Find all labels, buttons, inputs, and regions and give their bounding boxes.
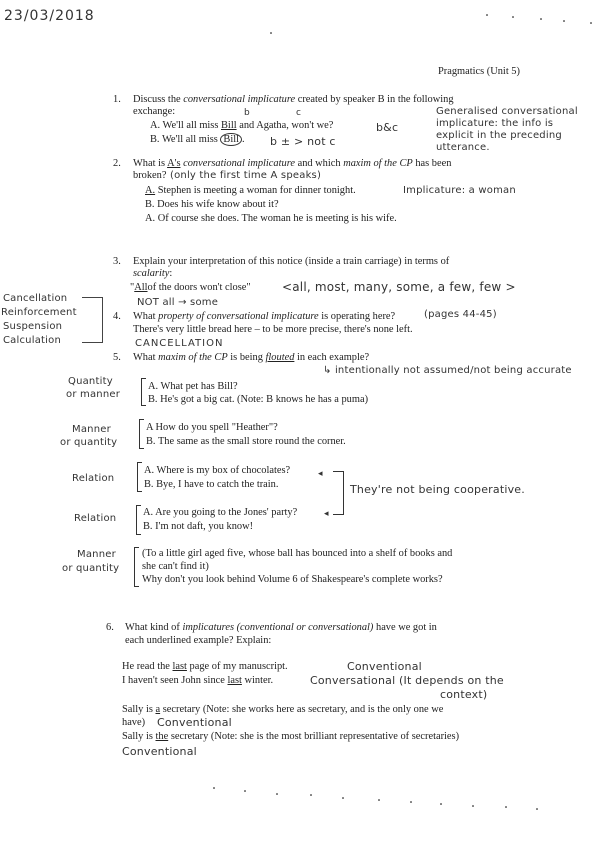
q5-ex2-b: B. The same as the small store round the corner. (146, 436, 346, 447)
q1-hw-line: b ± > not c (270, 135, 336, 148)
q5-ex4-brace (136, 505, 141, 535)
q4-number: 4. (113, 311, 121, 322)
q4-stem-em: property of conversational implicature (158, 311, 319, 322)
q1-line-b (150, 134, 245, 146)
q2-stem-f: broken? (133, 170, 167, 181)
q5-ex4-a: A. Are you going to the Jones' party? (143, 507, 298, 518)
q1-stem (133, 94, 454, 106)
q2-stem-e: has been (415, 158, 452, 169)
speck (486, 14, 488, 16)
q6-s4-pre: Sally is (122, 731, 153, 742)
q6-s2-underlined: last (227, 675, 242, 686)
q2-a1-letter: A. (145, 185, 156, 196)
speck (590, 22, 592, 24)
q1-hw-b: b (244, 108, 250, 118)
q5-ex5-line-2: she can't find it) (142, 561, 209, 572)
q6-s3-line-2: have) (122, 717, 146, 728)
q4-hw-pages: (pages 44-45) (424, 309, 497, 320)
margin-cancellation: Cancellation (3, 293, 68, 304)
q1-side-note-1: Generalised conversational (436, 106, 578, 117)
q5-ex4-b: B. I'm not daft, you know! (143, 521, 254, 532)
q5-ex1-label-2: or manner (66, 389, 121, 400)
q5-ex5-label-2: or quantity (62, 563, 120, 574)
q1-stem-a: Discuss the (133, 94, 181, 105)
q3-hw-notall: NOT all → some (137, 297, 219, 308)
speck (505, 806, 507, 808)
q6-sentence-4 (122, 731, 459, 743)
q4-stem-b: is operating here? (321, 311, 396, 322)
q2-stem-a: What is (133, 158, 166, 169)
q5-ex2-label-2: or quantity (60, 437, 118, 448)
q5-hw-definition: ↳ intentionally not assumed/not being accurate (323, 365, 572, 376)
q6-s3-post: secretary (Note: she works here as secretary, and is the only one we (162, 704, 444, 715)
q5-stem-flout: flouted (265, 352, 295, 363)
margin-arrow-bracket (82, 297, 103, 343)
q3-notice-all: All (134, 282, 148, 293)
margin-calculation: Calculation (3, 335, 61, 346)
q2-number: 2. (113, 158, 121, 169)
q6-s3-underlined: a (155, 704, 161, 715)
q1-a-post: and Agatha, won't we? (239, 120, 334, 131)
q6-s3-pre: Sally is (122, 704, 153, 715)
q1-stem-b: created by speaker B in the following (297, 94, 454, 105)
q5-coop-arrow-top-icon: ◂ (318, 468, 323, 478)
q2-a1-text: Stephen is meeting a woman for dinner tonight. (157, 185, 356, 196)
q6-s1-post: page of my manuscript. (189, 661, 288, 672)
q6-stem-a: What kind of (125, 622, 180, 633)
q1-b-pre: B. We'll all miss (150, 134, 218, 145)
q3-scalarity: scalarity (133, 268, 170, 279)
q5-ex5-brace (134, 547, 139, 587)
q5-ex3-brace (137, 462, 142, 492)
margin-suspension: Suspension (3, 321, 63, 332)
q3-hw-scale: <all, most, many, some, a few, few > (282, 280, 516, 294)
q5-ex1-b: B. He's got a big cat. (Note: B knows he has a puma) (148, 394, 369, 405)
q6-sentence-3 (122, 704, 443, 716)
q6-s1-answer: Conventional (347, 660, 422, 673)
q5-ex2-a: A How do you spell "Heather"? (146, 422, 278, 433)
q1-a-bill: Bill (221, 120, 237, 131)
q5-coop-bracket (333, 471, 344, 515)
q6-sentence-2 (122, 675, 273, 687)
q5-ex5-line-3: Why don't you look behind Volume 6 of Shakespeare's complete works? (142, 574, 443, 585)
q5-coop-arrow-bottom-icon: ◂ (324, 508, 329, 518)
q5-ex2-label-1: Manner (72, 424, 111, 435)
q5-stem (133, 352, 369, 364)
q1-side-note-4: utterance. (436, 142, 490, 153)
margin-reinforcement: Reinforcement (1, 307, 77, 318)
q6-s3-answer: Conventional (157, 716, 232, 729)
q3-stem-em: scalarity: (133, 268, 173, 279)
q4-stem-a: What (133, 311, 156, 322)
q2-line-b: B. Does his wife know about it? (145, 199, 279, 210)
speck (512, 16, 514, 18)
speck (540, 18, 542, 20)
q5-stem-em: maxim of the CP (158, 352, 228, 363)
speck (378, 799, 380, 801)
q2-hw-note: (only the first time A speaks) (170, 170, 322, 181)
speck (244, 790, 246, 792)
q5-ex2-brace (139, 419, 144, 449)
speck (270, 32, 272, 34)
q1-line-a (150, 120, 333, 132)
q6-stem-b: have we got in (376, 622, 437, 633)
q4-stem (133, 311, 395, 323)
q2-stem-c: and which (297, 158, 341, 169)
q1-b-post: . (242, 134, 245, 145)
q5-ex4-label: Relation (74, 513, 117, 524)
q2-stem-aa: A's (167, 158, 181, 169)
q6-stem-c: each underlined example? Explain: (125, 635, 272, 646)
q5-ex3-a: A. Where is my box of chocolates? (144, 465, 291, 476)
q5-ex1-a: A. What pet has Bill? (148, 381, 238, 392)
q1-a-pre: A. We'll all miss (150, 120, 219, 131)
q6-stem-em: implicatures (conventional or conversational) (182, 622, 374, 633)
q5-ex5-label-1: Manner (77, 549, 116, 560)
q5-stem-c: in each example? (297, 352, 370, 363)
q5-ex1-label-1: Quantity (68, 376, 113, 387)
speck (276, 793, 278, 795)
speck (342, 797, 344, 799)
q6-sentence-1 (122, 661, 288, 673)
page-header: Pragmatics (Unit 5) (438, 66, 520, 77)
q5-hw-cooperative: They're not being cooperative. (350, 483, 525, 496)
speck (536, 808, 538, 810)
q6-s4-underlined: the (155, 731, 169, 742)
q6-s4-post: secretary (Note: she is the most brilliant representative of secretaries) (170, 731, 460, 742)
q2-line-a2: A. Of course she does. The woman he is meeting is his wife. (145, 213, 397, 224)
speck (440, 803, 442, 805)
speck (472, 805, 474, 807)
q6-stem (125, 622, 437, 634)
handwritten-date: 23/03/2018 (4, 8, 95, 24)
q5-ex5-line-1: (To a little girl aged five, whose ball has bounced into a shelf of books and (142, 548, 453, 559)
q3-notice-post: of the doors won't close" (147, 282, 251, 293)
q5-ex1-brace (141, 378, 146, 406)
q5-ex3-b: B. Bye, I have to catch the train. (144, 479, 279, 490)
q5-stem-a: What (133, 352, 156, 363)
q3-notice-pre: " (130, 282, 135, 293)
q1-hw-bc: b&c (376, 121, 399, 134)
q1-b-bill-circled: Bill (220, 133, 242, 146)
q2-hw-implicature: Implicature: a woman (403, 185, 516, 196)
q4-line: There's very little bread here – to be more precise, there's none left. (133, 324, 413, 335)
q3-number: 3. (113, 256, 121, 267)
q6-s2-post: winter. (244, 675, 274, 686)
q1-side-note-2: implicature: the info is (436, 118, 554, 129)
speck (410, 801, 412, 803)
q1-side-note-3: explicit in the preceding (436, 130, 562, 141)
q2-line-a1 (145, 185, 356, 197)
speck (563, 20, 565, 22)
q1-stem-em: conversational implicature (183, 94, 296, 105)
q3-stem: Explain your interpretation of this notice (inside a train carriage) in terms of (133, 256, 450, 267)
q6-s4-answer: Conventional (122, 745, 197, 758)
q4-hw-answer: CANCELLATION (135, 338, 224, 349)
q6-s1-pre: He read the (122, 661, 170, 672)
q6-s2-answer-2: context) (440, 688, 488, 701)
q5-stem-b: is being (230, 352, 263, 363)
q1-number: 1. (113, 94, 121, 105)
q6-s2-pre: I haven't seen John since (122, 675, 225, 686)
q5-ex3-label: Relation (72, 473, 115, 484)
q2-stem-b: conversational implicature (183, 158, 295, 169)
q1-stem-c: exchange: (133, 106, 176, 117)
q6-s1-underlined: last (172, 661, 187, 672)
speck (213, 787, 215, 789)
q1-hw-c: c (296, 108, 302, 118)
q6-number: 6. (106, 622, 114, 633)
q2-stem (133, 158, 451, 170)
q3-notice (130, 282, 251, 294)
speck (310, 794, 312, 796)
q5-number: 5. (113, 352, 121, 363)
q2-stem-d: maxim of the CP (343, 158, 413, 169)
q6-s2-answer: Conversational (It depends on the (310, 674, 504, 687)
